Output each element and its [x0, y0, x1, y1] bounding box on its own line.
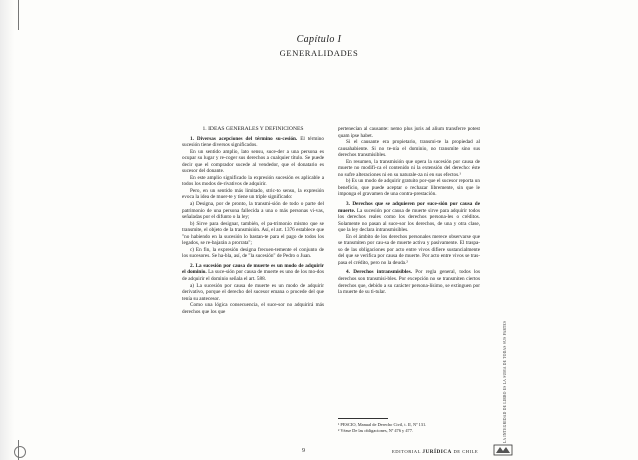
paragraph-text: La sucesión por causa de muerte sirve para adquirir todos los derechos reales como los derechos persona-les o créditos. Solamente no pasan al suce-sor los derechos, de una y otra clase, que la ley declara intransmisibles. — [338, 207, 480, 234]
page-number: 9 — [302, 448, 305, 454]
paragraph — [338, 269, 480, 295]
footnote-2: ² Véase De las obligaciones, Nº 476 y 477. — [338, 428, 414, 433]
paragraph — [182, 247, 324, 260]
paragraph-text: Si el causante era propietario, transmi-te la propiedad al causahabiente. Si no te-nía el dominio, no transmite sino sus derechos transmisibles. — [338, 139, 480, 159]
left-column-body — [182, 136, 324, 316]
publisher-prefix: EDITORIAL — [392, 449, 421, 454]
paragraph — [182, 136, 324, 149]
paragraph — [182, 302, 324, 315]
paragraph-text: b) Es un modo de adquirir gratuito por-que el sucesor reporta un beneficio, que puede aceptar o rechazar libremente, sin que le imponga el gravamen de una contra-prestación. — [338, 178, 480, 198]
paragraph — [182, 149, 324, 175]
paragraph — [182, 188, 324, 201]
publisher-logo-icon — [493, 444, 513, 456]
paragraph-text: La suce-sión por causa de muerte es uno de los mo-dos de adquirir el dominio señala el art. 588. — [182, 269, 324, 283]
section-heading: 1. IDEAS GENERALES Y DEFINICIONES — [202, 126, 304, 132]
paragraph-heading: 1. Diversas acepciones del término su-cesión. — [190, 135, 298, 142]
chapter-title: GENERALIDADES — [279, 48, 359, 58]
paragraph-heading: 4. Derechos intransmisibles. — [346, 269, 412, 276]
paragraph-text: En este amplio significado la expresión sucesión es aplicable a todos los modos de-rivativos de adquirir. — [182, 174, 324, 188]
paragraph — [182, 221, 324, 247]
paragraph — [182, 263, 324, 283]
paragraph-text: Por regla general, todos los derechos son transmisi-bles. Por excepción no se transmiten ciertos derechos que, debido a su carácter persona-lísimo, se extinguen por la muerte de su ti-tular. — [338, 269, 480, 296]
paragraph — [338, 178, 480, 198]
paragraph — [182, 201, 324, 221]
paragraph-text: a) Designa, por de pronto, la transmi-sión de todo o parte del patrimonio de una persona fallecida a una o más personas vi-vas, señaladas por el difunto o la ley; — [182, 201, 324, 221]
paragraph-text: Como una lógica consecuencia, el suce-sor no adquirirá más derechos que los que — [182, 302, 324, 315]
crop-mark-top — [18, 0, 19, 30]
paragraph-text: b) Sirve para designar, también, el pa-trimonio mismo que se transmite, el objeto de la transmisión. Así, el art. 1376 establece que "no habiendo en la sucesión lo bastan-te para el pago de todos los legados, se re-bajarán a prorrata"; — [182, 220, 324, 247]
side-notice — [500, 250, 508, 450]
paragraph-text: En un sentido amplio, lato sensu, suce-der a una persona es ocupar su lugar y re-coger sus derechos a cualquier título. Se puede decir que el comprador sucede al vendedor, que el donatario es sucesor del donante. — [182, 148, 324, 175]
footnote-rule — [338, 418, 388, 419]
chapter-label: Capítulo I — [296, 34, 342, 45]
publisher-imprint — [392, 449, 478, 455]
paragraph — [338, 201, 480, 234]
right-column-body — [338, 126, 480, 296]
text-column-left — [182, 126, 324, 315]
paragraph — [338, 126, 480, 139]
paragraph-text: En resumen, la transmisión que opera la sucesión por causa de muerte no modifi-ca el contenido ni la extensión del derecho: éste no sufre alteraciones ni en su naturale-za ni en sus efectos.¹ — [338, 158, 480, 178]
publisher-name: JURÍDICA — [422, 449, 452, 455]
paragraph-heading: 2. La sucesión por causa de muerte es un modo de adquirir el dominio. — [182, 262, 324, 276]
paragraph-text: Pero, en un sentido más limitado, stric-to sensu, la expresión evoca la idea de muer-te y tiene un triple significado: — [182, 187, 324, 201]
registration-mark-icon — [14, 446, 26, 458]
paragraph — [338, 159, 480, 179]
footnote-1: ¹ PESCIO, Manual de Derecho Civil, t. II, Nº 131. — [338, 422, 427, 427]
paragraph — [182, 175, 324, 188]
side-notice-text: LA INTEGRIDAD DE LIBRO ES LA SUMA DE TODAS SUS PARTES — [503, 320, 507, 443]
paragraph-text: c) En fin, la expresión designa frecuen-temente el conjunto de los sucesores. Se ha-bla, así, de "la sucesión" de Pedro o Juan. — [182, 246, 324, 260]
paragraph-text: En el ámbito de los derechos personales merece observarse que se transmiten por cau-sa de muerte activa y pasivamente. El traspa-so de las obligaciones por acto entre vivos difiere sustancialmente del que se verifica por causa de muerte. Por acto entre vivos se tras-pasa el crédito, pero no la deuda.² — [338, 233, 480, 266]
text-column-right — [338, 126, 480, 296]
paragraph-text: pertenecían al causante: nemo plus juris ad alium transferre potest quam ipse habet. — [338, 126, 480, 139]
paragraph — [338, 234, 480, 267]
paragraph-text: a) La sucesión por causa de muerte es un modo de adquirir derivativo, porque el derecho del sucesor emana o procede del que tenía su antecesor. — [182, 282, 324, 302]
paragraph-text: El término sucesión tiene diversos significados. — [182, 135, 324, 149]
paragraph-heading: 3. Derechos que se adquieren por suce-sión por causa de muerte. — [338, 201, 480, 214]
paragraph — [182, 283, 324, 303]
publisher-suffix: DE CHILE — [453, 449, 479, 454]
paragraph — [338, 139, 480, 159]
scan-edge-shadow — [0, 0, 14, 460]
